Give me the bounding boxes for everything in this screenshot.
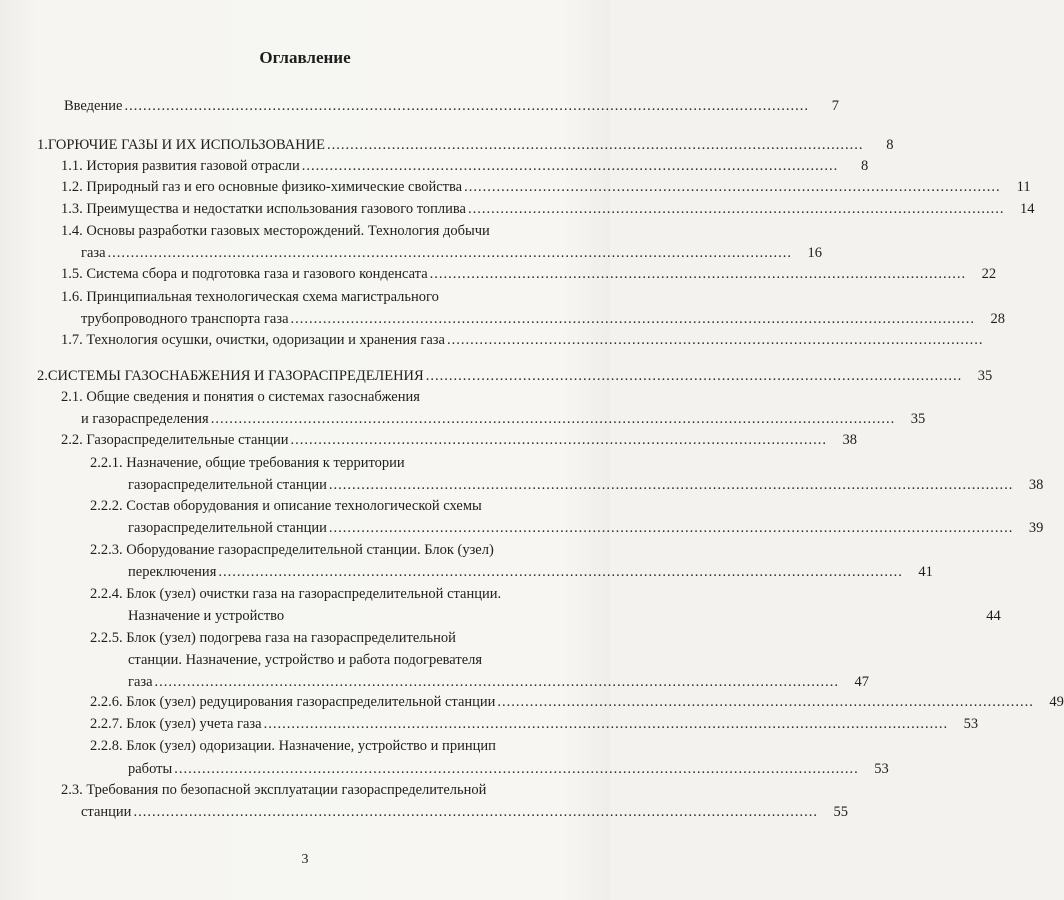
toc-entry-intro[interactable] bbox=[64, 96, 839, 116]
toc-entry-text-cont: Назначение и устройство bbox=[128, 608, 285, 624]
leader-dots: .................................................................................................................... bbox=[301, 158, 839, 174]
leader-dots: .................................................................................................................................................... bbox=[328, 477, 1014, 493]
toc-entry-text: 1.5. Система сбора и подготовка газа и газового конденсата bbox=[61, 266, 428, 282]
leader-dots: .................................................................................................................................................... bbox=[290, 311, 976, 327]
toc-entry-text: 2.2. Газораспределительные станции bbox=[61, 432, 289, 448]
leader-dots: .................................................................................................................... bbox=[497, 694, 1034, 710]
toc-entry-1-1[interactable] bbox=[61, 156, 869, 176]
toc-entry-text-cont: переключения bbox=[128, 564, 217, 580]
toc-entry-section-2[interactable] bbox=[37, 366, 993, 386]
leader-dots: .................................................................................................................................................... bbox=[263, 716, 949, 732]
leader-dots: .................................................................................................................................................... bbox=[218, 564, 903, 580]
toc-page-number: 44 bbox=[986, 608, 1001, 624]
toc-entry-text: Введение bbox=[64, 98, 123, 114]
toc-entry-text: 2.2.4. Блок (узел) очистки газа на газораспределительной станции. bbox=[90, 586, 502, 602]
toc-page-number: 16 bbox=[807, 245, 823, 261]
toc-page-number: 14 bbox=[1019, 201, 1035, 217]
leader-dots: .................................................................................................................................................... bbox=[154, 674, 840, 690]
toc-page-number: 22 bbox=[981, 266, 997, 282]
toc-entry-text-cont: газораспределительной станции bbox=[128, 520, 327, 536]
toc-entry-1-6[interactable] bbox=[61, 287, 1006, 329]
toc-entry-text: 2.2.7. Блок (узел) учета газа bbox=[90, 716, 262, 732]
toc-entry-text-cont: станции bbox=[81, 804, 132, 820]
toc-entry-2-2-4[interactable] bbox=[90, 584, 1001, 626]
leader-dots: .................................................................................................................... bbox=[425, 368, 963, 384]
toc-entry-2-2-1[interactable] bbox=[90, 453, 1044, 495]
toc-entry-1-5[interactable] bbox=[61, 264, 997, 284]
toc-entry-text: 1.4. Основы разработки газовых месторождений. Технология добычи bbox=[61, 223, 490, 239]
toc-entry-text: 2.2.2. Состав оборудования и описание технологической схемы bbox=[90, 498, 482, 514]
toc-entry-text-cont: газа bbox=[128, 674, 153, 690]
leader-dots: .................................................................................................................... bbox=[429, 266, 967, 282]
toc-page-number: 47 bbox=[854, 674, 870, 690]
toc-page-number: 55 bbox=[833, 804, 848, 820]
toc-entry-text-cont: трубопроводного транспорта газа bbox=[81, 311, 289, 327]
toc-page-number: 38 bbox=[1028, 477, 1044, 493]
page-title: Оглавление bbox=[259, 48, 351, 67]
toc-entry-text-cont: станции. Назначение, устройство и работа подогревателя bbox=[128, 652, 483, 668]
toc-page-number: 8 bbox=[886, 137, 894, 153]
toc-entry-2-3[interactable] bbox=[61, 780, 848, 822]
toc-entry-text: 1.6. Принципиальная технологическая схема магистрального bbox=[61, 289, 439, 305]
toc-entry-text-cont: газораспределительной станции bbox=[128, 477, 327, 493]
toc-entry-text: 2.2.5. Блок (узел) подогрева газа на газораспределительной bbox=[90, 630, 456, 646]
toc-entry-text: 1.2. Природный газ и его основные физико-химические свойства bbox=[61, 179, 463, 195]
toc-section-number: 2. bbox=[37, 368, 48, 384]
leader-dots: .................................................................................................................... bbox=[290, 432, 828, 448]
toc-entry-2-2[interactable] bbox=[61, 430, 858, 450]
leader-dots: .................................................................................................................... bbox=[467, 201, 1005, 217]
toc-page-number: 53 bbox=[874, 761, 889, 777]
toc-entry-text: 1.1. История развития газовой отрасли bbox=[61, 158, 300, 174]
toc-page-number: 8 bbox=[861, 158, 869, 174]
leader-dots: .................................................................................................................................................... bbox=[133, 804, 818, 820]
toc-entry-section-1[interactable] bbox=[37, 135, 894, 155]
toc-entry-text: 1.3. Преимущества и недостатки использования газового топлива bbox=[61, 201, 466, 217]
toc-entry-2-2-3[interactable] bbox=[90, 540, 933, 582]
toc-page-number: 7 bbox=[831, 98, 839, 114]
page-number: 3 bbox=[301, 852, 309, 867]
toc-entry-text: 2.2.3. Оборудование газораспределительной станции. Блок (узел) bbox=[90, 542, 494, 558]
toc-entry-text: 2.2.6. Блок (узел) редуцирования газораспределительной станции bbox=[90, 694, 496, 710]
toc-page-number: 49 bbox=[1049, 694, 1064, 710]
toc-entry-2-1[interactable] bbox=[61, 387, 926, 429]
toc-page-number: 41 bbox=[918, 564, 933, 580]
leader-dots: .................................................................................................................... bbox=[464, 179, 1001, 195]
toc-entry-text-cont: работы bbox=[128, 761, 173, 777]
leader-dots: .................................................................................................................... bbox=[327, 137, 864, 153]
toc-entry-text: 2.2.8. Блок (узел) одоризации. Назначение, устройство и принцип bbox=[90, 738, 496, 754]
toc-entry-2-2-8[interactable] bbox=[90, 736, 889, 779]
toc-entry-text: 2.2.1. Назначение, общие требования к территории bbox=[90, 455, 405, 471]
toc-page-number: 39 bbox=[1028, 520, 1044, 536]
toc-page-number: 53 bbox=[963, 716, 979, 732]
leader-dots: .................................................................................................................................................... bbox=[210, 411, 896, 427]
toc-page-number: 35 bbox=[977, 368, 993, 384]
toc-entry-1-4[interactable] bbox=[61, 221, 823, 263]
toc-page-number: 35 bbox=[910, 411, 926, 427]
toc-entry-2-2-2[interactable] bbox=[90, 496, 1044, 538]
toc-entry-1-2[interactable] bbox=[61, 177, 1031, 197]
toc-entry-2-2-7[interactable] bbox=[90, 714, 979, 734]
leader-dots: .................................................................................................................................................... bbox=[107, 245, 793, 261]
toc-entry-2-2-5[interactable] bbox=[90, 628, 870, 692]
toc-entry-text: 2.3. Требования по безопасной эксплуатации газораспределительной bbox=[61, 782, 487, 798]
toc-entry-1-3[interactable] bbox=[61, 199, 1035, 219]
toc-entry-text: 1.7. Технология осушки, очистки, одоризации и хранения газа bbox=[61, 332, 445, 348]
toc-entry-text-cont: газа bbox=[81, 245, 106, 261]
toc-section-number: 1. bbox=[37, 137, 48, 153]
toc-page-number: 11 bbox=[1016, 179, 1031, 195]
leader-dots: .................................................................................................................................................... bbox=[124, 98, 809, 114]
leader-dots: .................................................................................................................................................... bbox=[174, 761, 859, 777]
toc-entry-text: ГОРЮЧИЕ ГАЗЫ И ИХ ИСПОЛЬЗОВАНИЕ bbox=[47, 137, 326, 153]
leader-dots: .................................................................................................................... bbox=[446, 332, 984, 348]
leader-dots: .................................................................................................................................................... bbox=[328, 520, 1014, 536]
toc-entry-text: СИСТЕМЫ ГАЗОСНАБЖЕНИЯ И ГАЗОРАСПРЕДЕЛЕНИЯ bbox=[47, 368, 424, 384]
toc-entry-1-7[interactable] bbox=[61, 330, 984, 350]
toc-page-number: 38 bbox=[842, 432, 858, 448]
toc-page-number: 28 bbox=[990, 311, 1006, 327]
toc-entry-text: 2.1. Общие сведения и понятия о системах газоснабжения bbox=[61, 389, 420, 405]
toc-entry-2-2-6[interactable] bbox=[90, 692, 1064, 712]
toc-entry-text-cont: и газораспределения bbox=[81, 411, 209, 427]
